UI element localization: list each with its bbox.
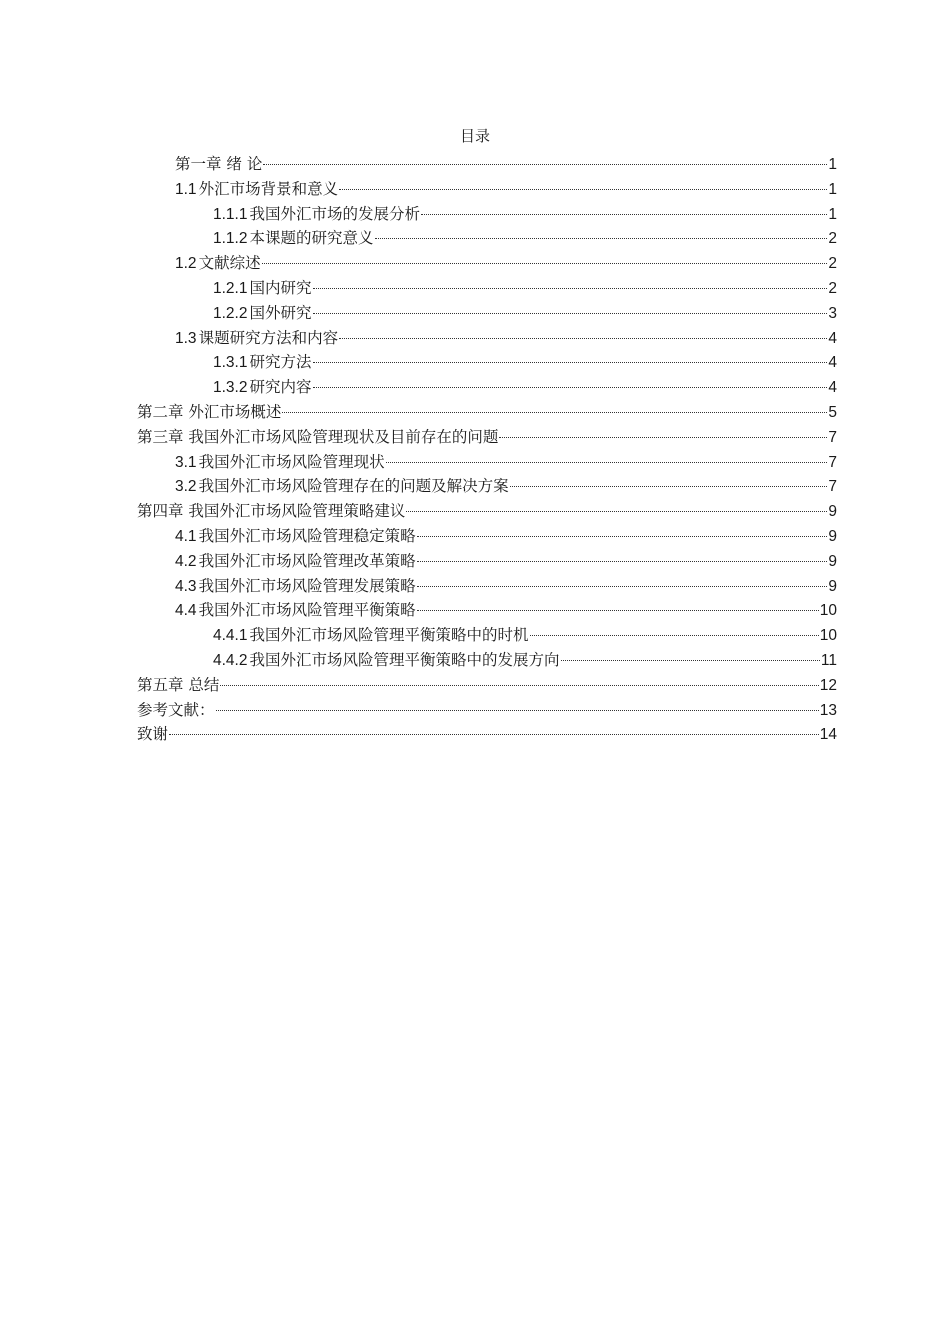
toc-entry-text: 第二章 外汇市场概述 bbox=[137, 402, 282, 421]
toc-entry-number: 1.3.1 bbox=[213, 354, 248, 372]
toc-page-number: 2 bbox=[828, 255, 837, 273]
toc-entry-chapter-3[interactable] bbox=[137, 425, 837, 450]
toc-entry-4-1[interactable] bbox=[137, 524, 837, 549]
dot-leader bbox=[263, 164, 827, 165]
toc-entry-number: 1.3 bbox=[175, 329, 197, 347]
toc-entry-chapter-4[interactable] bbox=[137, 499, 837, 524]
toc-entry-text: 我国外汇市场风险管理平衡策略中的时机 bbox=[249, 626, 529, 645]
toc-entry-1-2-1[interactable] bbox=[137, 276, 837, 301]
toc-entry-text: 我国外汇市场风险管理平衡策略 bbox=[198, 601, 416, 620]
toc-page-number: 10 bbox=[819, 602, 837, 620]
toc-page-number: 9 bbox=[828, 503, 837, 521]
dot-leader bbox=[339, 189, 827, 190]
dot-leader bbox=[386, 462, 827, 463]
dot-leader bbox=[406, 511, 827, 512]
toc-entry-chapter-1[interactable] bbox=[137, 152, 837, 177]
toc-entry-number: 1.3.2 bbox=[213, 379, 248, 397]
toc-page-number: 2 bbox=[828, 279, 837, 297]
dot-leader bbox=[421, 214, 827, 215]
toc-entry-1-1[interactable] bbox=[137, 177, 837, 202]
dot-leader bbox=[417, 536, 827, 537]
toc-entry-4-2[interactable] bbox=[137, 549, 837, 574]
toc-entry-number: 4.4.1 bbox=[213, 627, 248, 645]
toc-page-number: 10 bbox=[819, 627, 837, 645]
toc-entry-number: 1.1 bbox=[175, 180, 197, 198]
toc-page-number: 14 bbox=[819, 726, 837, 744]
dot-leader bbox=[313, 313, 828, 314]
dot-leader bbox=[499, 437, 827, 438]
dot-leader bbox=[282, 412, 827, 413]
toc-entry-number: 4.2 bbox=[175, 552, 197, 570]
toc-entry-text: 我国外汇市场风险管理现状 bbox=[198, 452, 385, 471]
dot-leader bbox=[417, 586, 827, 587]
toc-page-number: 9 bbox=[828, 577, 837, 595]
toc-entry-text: 第三章 我国外汇市场风险管理现状及目前存在的问题 bbox=[137, 427, 499, 446]
dot-leader bbox=[313, 362, 828, 363]
toc-entry-number: 4.1 bbox=[175, 527, 197, 545]
dot-leader bbox=[169, 734, 819, 735]
toc-entry-number: 4.4.2 bbox=[213, 651, 248, 669]
toc-entry-text: 文献综述 bbox=[198, 254, 261, 273]
toc-entry-text: 外汇市场背景和意义 bbox=[198, 179, 339, 198]
toc-entry-chapter-5[interactable] bbox=[137, 673, 837, 698]
toc-entry-1-2-2[interactable] bbox=[137, 301, 837, 326]
toc-entry-text: 国内研究 bbox=[249, 278, 312, 297]
toc-entry-4-4-2[interactable] bbox=[137, 648, 837, 673]
toc-entry-number: 3.2 bbox=[175, 478, 197, 496]
toc-entry-text: 我国外汇市场风险管理稳定策略 bbox=[198, 526, 416, 545]
toc-entry-number: 1.2.2 bbox=[213, 304, 248, 322]
toc-entry-text: 我国外汇市场风险管理改革策略 bbox=[198, 551, 416, 570]
dot-leader bbox=[417, 561, 827, 562]
toc-entry-references[interactable] bbox=[137, 698, 837, 723]
dot-leader bbox=[313, 387, 828, 388]
toc-page-number: 1 bbox=[828, 180, 837, 198]
toc-entry-number: 3.1 bbox=[175, 453, 197, 471]
toc-entry-1-3[interactable] bbox=[137, 326, 837, 351]
toc-page-number: 3 bbox=[828, 304, 837, 322]
toc-page-number: 2 bbox=[828, 230, 837, 248]
toc-entry-acknowledgements[interactable] bbox=[137, 722, 837, 747]
toc-entry-number: 1.1.1 bbox=[213, 205, 248, 223]
dot-leader bbox=[561, 660, 820, 661]
toc-entry-number: 1.2 bbox=[175, 255, 197, 273]
dot-leader bbox=[220, 685, 818, 686]
toc-entry-text: 参考文献： bbox=[137, 700, 215, 719]
dot-leader bbox=[510, 486, 827, 487]
toc-entry-text: 第四章 我国外汇市场风险管理策略建议 bbox=[137, 502, 406, 521]
toc-page-number: 7 bbox=[828, 428, 837, 446]
toc-page-number: 12 bbox=[819, 676, 837, 694]
toc-entry-text: 我国外汇市场风险管理平衡策略中的发展方向 bbox=[249, 650, 560, 669]
toc-entry-1-1-1[interactable] bbox=[137, 202, 837, 227]
toc-entry-number: 1.2.1 bbox=[213, 279, 248, 297]
toc-page-number: 11 bbox=[820, 651, 837, 669]
toc-page-number: 9 bbox=[828, 527, 837, 545]
toc-entry-1-1-2[interactable] bbox=[137, 226, 837, 251]
dot-leader bbox=[417, 610, 819, 611]
toc-entry-1-2[interactable] bbox=[137, 251, 837, 276]
toc-page-number: 4 bbox=[828, 329, 837, 347]
toc-entry-number: 1.1.2 bbox=[213, 230, 248, 248]
toc-entry-text: 第五章 总结 bbox=[137, 675, 220, 694]
toc-entry-1-3-2[interactable] bbox=[137, 375, 837, 400]
toc-entry-text: 本课题的研究意义 bbox=[249, 229, 374, 248]
toc-entry-text: 我国外汇市场风险管理发展策略 bbox=[198, 576, 416, 595]
toc-entry-text: 国外研究 bbox=[249, 303, 312, 322]
dot-leader bbox=[262, 263, 827, 264]
toc-entry-number: 4.3 bbox=[175, 577, 197, 595]
toc-entry-3-2[interactable] bbox=[137, 474, 837, 499]
toc-entry-4-3[interactable] bbox=[137, 574, 837, 599]
toc-entry-chapter-2[interactable] bbox=[137, 400, 837, 425]
toc-entry-1-3-1[interactable] bbox=[137, 350, 837, 375]
toc-entry-text: 我国外汇市场风险管理存在的问题及解决方案 bbox=[198, 477, 509, 496]
toc-entry-4-4[interactable] bbox=[137, 598, 837, 623]
toc-title: 目录 bbox=[459, 127, 490, 145]
toc-entry-text: 致谢 bbox=[137, 725, 169, 744]
toc-page-number: 1 bbox=[828, 205, 837, 223]
toc-entry-text: 我国外汇市场的发展分析 bbox=[249, 204, 420, 223]
dot-leader bbox=[313, 288, 828, 289]
dot-leader bbox=[216, 710, 819, 711]
toc-entry-text: 研究内容 bbox=[249, 378, 312, 397]
toc-entry-4-4-1[interactable] bbox=[137, 623, 837, 648]
toc-page-number: 9 bbox=[828, 552, 837, 570]
toc-entry-text: 第一章 绪 论 bbox=[175, 155, 263, 173]
toc-entry-number: 4.4 bbox=[175, 602, 197, 620]
dot-leader bbox=[375, 238, 828, 239]
toc-page-number: 7 bbox=[828, 453, 837, 471]
toc-page-number: 1 bbox=[828, 156, 837, 173]
toc-page-number: 7 bbox=[828, 478, 837, 496]
toc-entry-text: 研究方法 bbox=[249, 353, 312, 372]
table-of-contents bbox=[137, 152, 837, 747]
toc-page-number: 13 bbox=[819, 701, 837, 719]
toc-entry-text: 课题研究方法和内容 bbox=[198, 328, 339, 347]
toc-entry-3-1[interactable] bbox=[137, 450, 837, 475]
dot-leader bbox=[530, 635, 819, 636]
toc-page-number: 4 bbox=[828, 354, 837, 372]
dot-leader bbox=[339, 338, 827, 339]
toc-page-number: 4 bbox=[828, 379, 837, 397]
toc-page-number: 5 bbox=[828, 403, 837, 421]
